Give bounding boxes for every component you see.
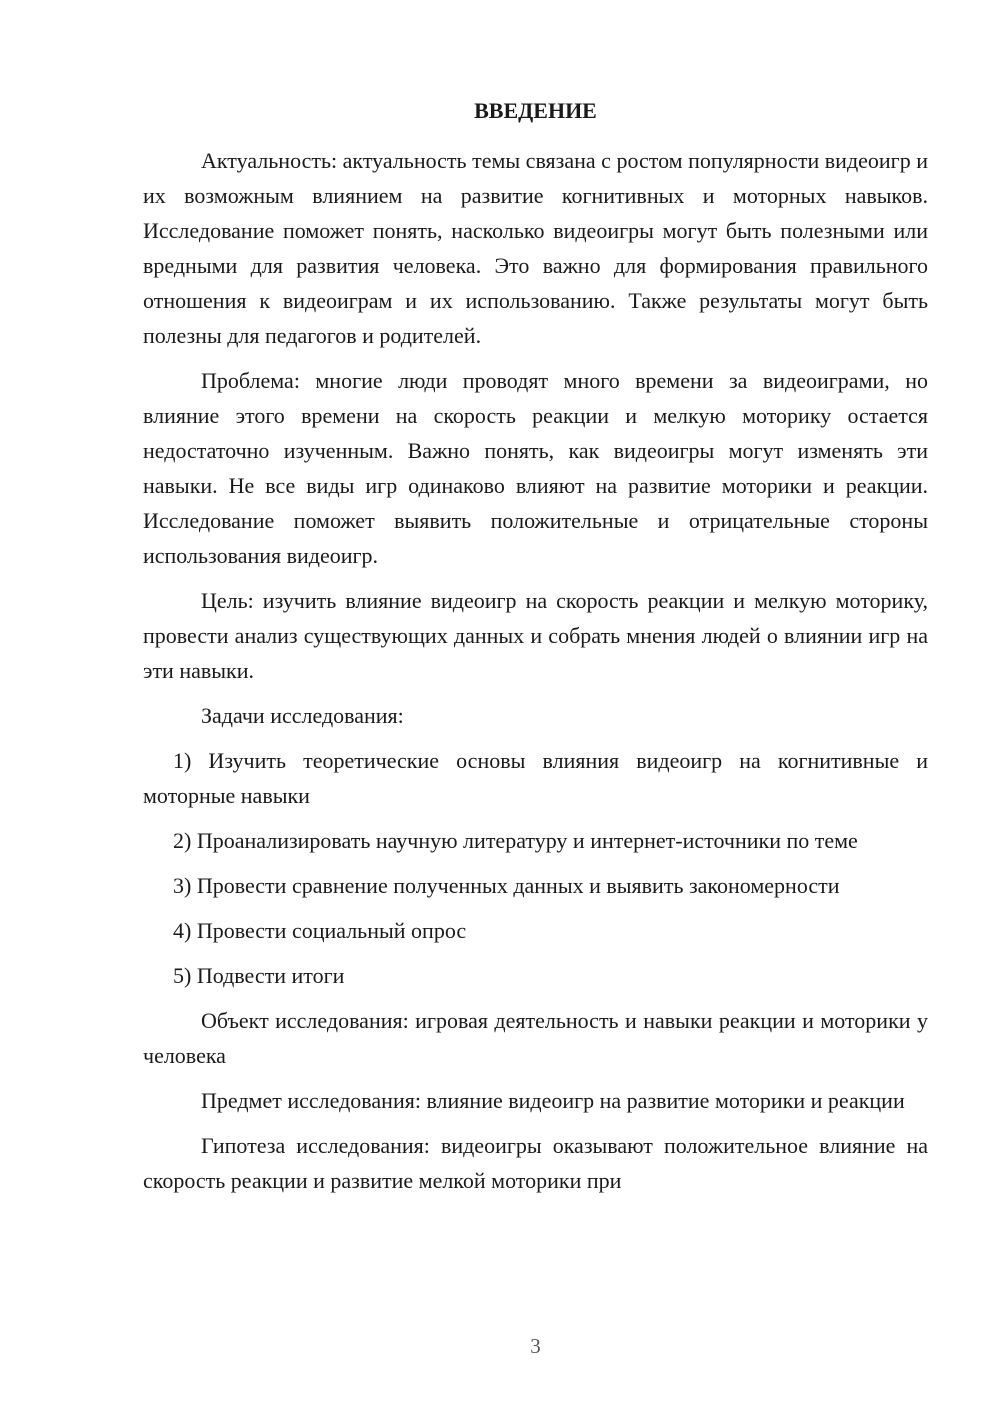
paragraph-problem: Проблема: многие люди проводят много времени за видеоиграми, но влияние этого времени на скорость реакции и мелкую моторику остается недостаточно изученным. Важно понять, как видеоигры могут изменять эти навыки. Не все виды игр одинаково влияют на развитие моторики и реакции. Исследование поможет выявить положительные и отрицательные стороны использования видеоигр. bbox=[143, 368, 928, 568]
paragraph-tasks-heading: Задачи исследования: bbox=[201, 703, 404, 728]
task-item-2: 2) Проанализировать научную литературу и интернет-источники по теме bbox=[173, 828, 858, 853]
task-item-3: 3) Провести сравнение полученных данных и выявить закономерности bbox=[173, 873, 840, 898]
task-item-5: 5) Подвести итоги bbox=[173, 963, 345, 988]
paragraph-object: Объект исследования: игровая деятельность и навыки реакции и моторики у человека bbox=[143, 1008, 928, 1068]
paragraph-relevance: Актуальность: актуальность темы связана с ростом популярности видеоигр и их возможным влиянием на развитие когнитивных и моторных навыков. Исследование поможет понять, насколько видеоигры могут быть полезными или вредными для развития человека. Это важно для формирования правильного отношения к видеоиграм и их использованию. Также результаты могут быть полезны для педагогов и родителей. bbox=[143, 148, 928, 348]
task-item-1: 1) Изучить теоретические основы влияния видеоигр на когнитивные и моторные навыки bbox=[143, 748, 928, 808]
paragraph-goal: Цель: изучить влияние видеоигр на скорость реакции и мелкую моторику, провести анализ существующих данных и собрать мнения людей о влиянии игр на эти навыки. bbox=[143, 588, 928, 683]
page-title: ВВЕДЕНИЕ bbox=[474, 98, 597, 123]
paragraph-hypothesis: Гипотеза исследования: видеоигры оказывают положительное влияние на скорость реакции и развитие мелкой моторики при bbox=[143, 1133, 928, 1193]
task-item-4: 4) Провести социальный опрос bbox=[173, 918, 467, 943]
page-number: 3 bbox=[530, 1334, 541, 1358]
body-text bbox=[143, 143, 928, 1208]
paragraph-subject: Предмет исследования: влияние видеоигр на развитие моторики и реакции bbox=[201, 1088, 905, 1113]
document-page bbox=[143, 0, 928, 1414]
